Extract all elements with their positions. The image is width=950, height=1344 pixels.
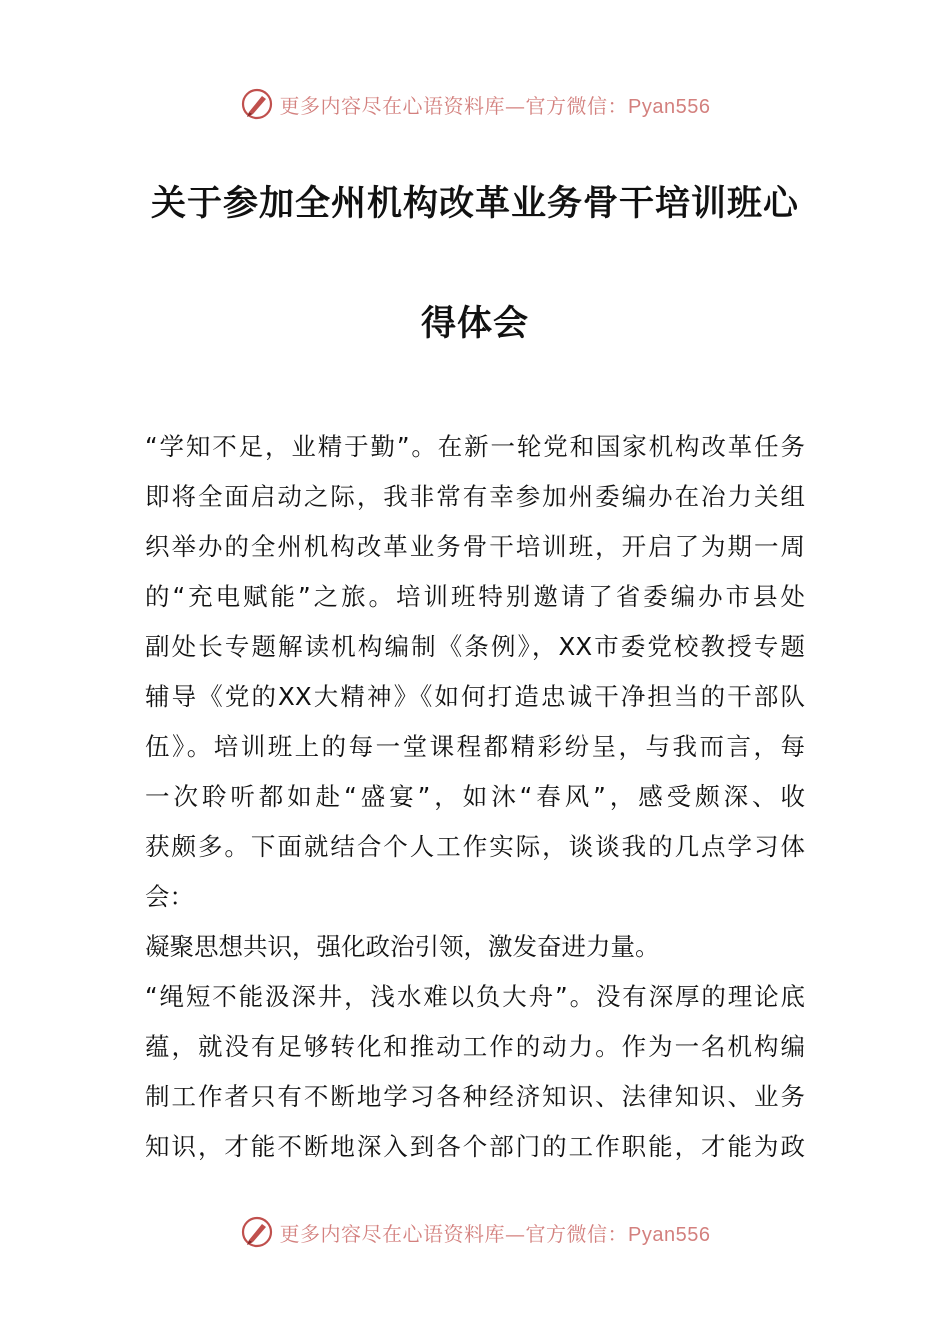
body-line: 制工作者只有不断地学习各种经济知识、法律知识、业务 xyxy=(145,1082,805,1111)
body-line: 辅导《党的XX大精神》《如何打造忠诚干净担当的干部队 xyxy=(145,682,805,711)
watermark-banner-top xyxy=(0,82,950,126)
pen-logo-icon xyxy=(240,1215,274,1249)
watermark-text: 更多内容尽在心语资料库—官方微信：Pyan556 xyxy=(279,1221,711,1246)
watermark-text: 更多内容尽在心语资料库—官方微信：Pyan556 xyxy=(279,93,711,118)
body-line: 一次聆听都如赴“盛宴”，如沐“春风”，感受颇深、收 xyxy=(145,782,805,811)
wechat-id: Pyan556 xyxy=(628,1223,711,1246)
body-line: 知识，才能不断地深入到各个部门的工作职能，才能为政 xyxy=(145,1132,805,1161)
wechat-id: Pyan556 xyxy=(628,95,711,118)
body-line: 获颇多。下面就结合个人工作实际，谈谈我的几点学习体 xyxy=(145,832,805,861)
body-line: 蕴，就没有足够转化和推动工作的动力。作为一名机构编 xyxy=(145,1032,805,1061)
body-line: “学知不足，业精于勤”。在新一轮党和国家机构改革任务 xyxy=(145,432,805,461)
document-body xyxy=(145,422,805,1172)
body-line: 即将全面启动之际，我非常有幸参加州委编办在冶力关组 xyxy=(145,482,805,511)
section-heading: 凝聚思想共识，强化政治引领，激发奋进力量。 xyxy=(145,932,660,961)
body-line: 副处长专题解读机构编制《条例》，XX市委党校教授专题 xyxy=(145,632,805,661)
document-title-line-1: 关于参加全州机构改革业务骨干培训班心 xyxy=(150,184,799,224)
watermark-banner-bottom xyxy=(0,1210,950,1254)
body-line: 会： xyxy=(145,882,194,911)
body-line: 伍》。培训班上的每一堂课程都精彩纷呈，与我而言，每 xyxy=(145,732,805,761)
body-line: 的“充电赋能”之旅。培训班特别邀请了省委编办市县处 xyxy=(145,582,805,611)
body-line: 织举办的全州机构改革业务骨干培训班，开启了为期一周 xyxy=(145,532,805,561)
pen-logo-icon xyxy=(240,87,274,121)
body-line: “绳短不能汲深井，浅水难以负大舟”。没有深厚的理论底 xyxy=(145,982,805,1011)
document-title-line-2: 得体会 xyxy=(420,304,529,344)
